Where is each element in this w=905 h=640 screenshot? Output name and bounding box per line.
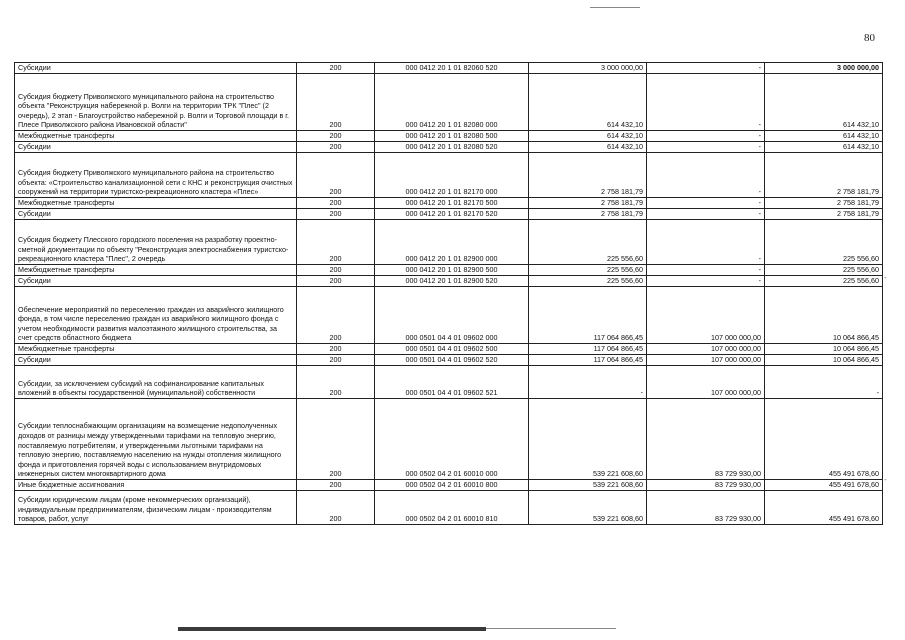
cell-federal: 107 000 000,00 [647,287,765,344]
cell-classification-code: 000 0412 20 1 01 82060 520 [375,63,529,74]
cell-federal: 107 000 000,00 [647,366,765,399]
table-row [15,153,883,198]
cell-admin-code: 200 [297,366,375,399]
cell-classification-code: 000 0412 20 1 01 82080 000 [375,74,529,131]
table-row [15,399,883,480]
table-row [15,198,883,209]
cell-name: Субсидии [15,209,297,220]
cell-classification-code: 000 0412 20 1 01 82900 000 [375,220,529,265]
cell-name: Субсидия бюджету Плесского городского поселения на разработку проектно-сметной документации по объекту "Реконструкция электроснабжения туристско-рекреационного кластера "Плес", 2 очередь [15,220,297,265]
scan-artifact-bottom [178,627,486,631]
cell-total: 614 432,10 [529,74,647,131]
cell-admin-code: 200 [297,131,375,142]
cell-name: Субсидии [15,142,297,153]
cell-total: 614 432,10 [529,131,647,142]
cell-classification-code: 000 0412 20 1 01 82170 000 [375,153,529,198]
cell-total: 117 064 866,45 [529,355,647,366]
cell-classification-code: 000 0412 20 1 01 82900 500 [375,265,529,276]
cell-total: - [529,366,647,399]
table-row [15,344,883,355]
cell-admin-code: 200 [297,220,375,265]
cell-admin-code: 200 [297,142,375,153]
cell-federal: 107 000 000,00 [647,355,765,366]
cell-regional: 10 064 866,45 [765,287,883,344]
cell-name: Субсидии [15,355,297,366]
cell-regional: 614 432,10 [765,142,883,153]
cell-regional: 614 432,10 [765,74,883,131]
cell-name: Субсидии [15,276,297,287]
cell-admin-code: 200 [297,265,375,276]
cell-federal: 83 729 930,00 [647,480,765,491]
cell-total: 117 064 866,45 [529,344,647,355]
cell-regional: 3 000 000,00 [765,63,883,74]
cell-total: 539 221 608,60 [529,399,647,480]
cell-name: Субсидии теплоснабжающим организациям на возмещение недополученных доходов от разницы между утвержденными тарифами на тепловую энергию, поставляемую потребителям, и утвержденными льготными тарифами на тепловую энергию, поставляемую населению на нужды отопления жилищного фонда и приготовления горячей воды с использованием внутридомовых инженерных систем многоквартирного дома [15,399,297,480]
cell-regional: 455 491 678,60 [765,480,883,491]
cell-total: 2 758 181,79 [529,153,647,198]
cell-admin-code: 200 [297,63,375,74]
cell-federal: 107 000 000,00 [647,344,765,355]
table-row [15,480,883,491]
cell-admin-code: 200 [297,344,375,355]
cell-regional: 225 556,60 [765,276,883,287]
cell-regional: 455 491 678,60 [765,399,883,480]
cell-total: 614 432,10 [529,142,647,153]
cell-regional: 10 064 866,45 [765,355,883,366]
cell-regional: - [765,366,883,399]
cell-name: Межбюджетные трансферты [15,344,297,355]
cell-classification-code: 000 0502 04 2 01 60010 810 [375,491,529,525]
cell-federal: - [647,74,765,131]
cell-federal: 83 729 930,00 [647,491,765,525]
cell-admin-code: 200 [297,198,375,209]
cell-classification-code: 000 0502 04 2 01 60010 000 [375,399,529,480]
cell-regional: 455 491 678,60 [765,491,883,525]
page-number: 80 [864,32,875,44]
cell-total: 225 556,60 [529,265,647,276]
cell-total: 539 221 608,60 [529,491,647,525]
cell-name: Межбюджетные трансферты [15,131,297,142]
cell-federal: - [647,209,765,220]
cell-regional: 614 432,10 [765,131,883,142]
cell-classification-code: 000 0501 04 4 01 09602 000 [375,287,529,344]
cell-admin-code: 200 [297,153,375,198]
cell-federal: - [647,63,765,74]
cell-classification-code: 000 0412 20 1 01 82080 520 [375,142,529,153]
table-row [15,265,883,276]
cell-admin-code: 200 [297,480,375,491]
cell-federal: 83 729 930,00 [647,399,765,480]
cell-federal: - [647,131,765,142]
cell-total: 117 064 866,45 [529,287,647,344]
table-row [15,220,883,265]
cell-name: Иные бюджетные ассигнования [15,480,297,491]
cell-classification-code: 000 0412 20 1 01 82170 520 [375,209,529,220]
budget-table [14,62,883,525]
cell-admin-code: 200 [297,355,375,366]
table-row [15,209,883,220]
cell-classification-code: 000 0412 20 1 01 82900 520 [375,276,529,287]
cell-regional: 225 556,60 [765,220,883,265]
cell-admin-code: 200 [297,74,375,131]
cell-name: Субсидии [15,63,297,74]
table-row [15,287,883,344]
cell-federal: - [647,142,765,153]
cell-classification-code: 000 0412 20 1 01 82080 500 [375,131,529,142]
table-row [15,366,883,399]
cell-regional: 2 758 181,79 [765,198,883,209]
cell-name: Обеспечение мероприятий по переселению граждан из аварийного жилищного фонда, в том числе переселению граждан из аварийного жилищного фонда с учетом необходимости развития малоэтажного жилищного строительства, за счет средств областного бюджета [15,287,297,344]
table-row [15,74,883,131]
cell-regional: 225 556,60 [765,265,883,276]
table-row [15,63,883,74]
cell-classification-code: 000 0501 04 4 01 09602 500 [375,344,529,355]
table-row [15,142,883,153]
cell-total: 225 556,60 [529,220,647,265]
table-row [15,131,883,142]
cell-total: 2 758 181,79 [529,209,647,220]
cell-name: Межбюджетные трансферты [15,198,297,209]
cell-admin-code: 200 [297,399,375,480]
cell-total: 539 221 608,60 [529,480,647,491]
cell-classification-code: 000 0501 04 4 01 09602 520 [375,355,529,366]
cell-regional: 10 064 866,45 [765,344,883,355]
scan-dot: - [884,273,887,282]
table-row [15,491,883,525]
cell-admin-code: 200 [297,287,375,344]
scan-dot: - [884,475,887,484]
cell-federal: - [647,198,765,209]
cell-name: Субсидия бюджету Приволжского муниципального района на строительство объекта: «Строительство канализационной сети с КНС и реконструкция очистных сооружений на территории туристско-рекреационного кластера «Плес» [15,153,297,198]
table-row [15,355,883,366]
cell-admin-code: 200 [297,276,375,287]
cell-federal: - [647,276,765,287]
cell-regional: 2 758 181,79 [765,209,883,220]
cell-federal: - [647,265,765,276]
cell-name: Субсидии юридическим лицам (кроме некоммерческих организаций), индивидуальным предпринимателям, физическим лицам - производителям товаров, работ, услуг [15,491,297,525]
cell-name: Межбюджетные трансферты [15,265,297,276]
cell-admin-code: 200 [297,491,375,525]
cell-classification-code: 000 0501 04 4 01 09602 521 [375,366,529,399]
cell-regional: 2 758 181,79 [765,153,883,198]
cell-total: 3 000 000,00 [529,63,647,74]
table-body [15,63,883,525]
table-row [15,276,883,287]
scan-artifact-top [590,7,640,8]
cell-federal: - [647,153,765,198]
cell-total: 2 758 181,79 [529,198,647,209]
cell-name: Субсидия бюджету Приволжского муниципального района на строительство объекта "Реконструкция набережной р. Волги на территории ТРК "Плес" (2 очередь), 2 этап - Благоустройство набережной р. Волги и Торговой площади в г. Плесе Приволжского района Ивановской области" [15,74,297,131]
cell-classification-code: 000 0412 20 1 01 82170 500 [375,198,529,209]
cell-admin-code: 200 [297,209,375,220]
cell-name: Субсидии, за исключением субсидий на софинансирование капитальных вложений в объекты государственной (муниципальной) собственности [15,366,297,399]
cell-total: 225 556,60 [529,276,647,287]
cell-classification-code: 000 0502 04 2 01 60010 800 [375,480,529,491]
cell-federal: - [647,220,765,265]
scan-artifact-bottom-line [486,628,616,629]
